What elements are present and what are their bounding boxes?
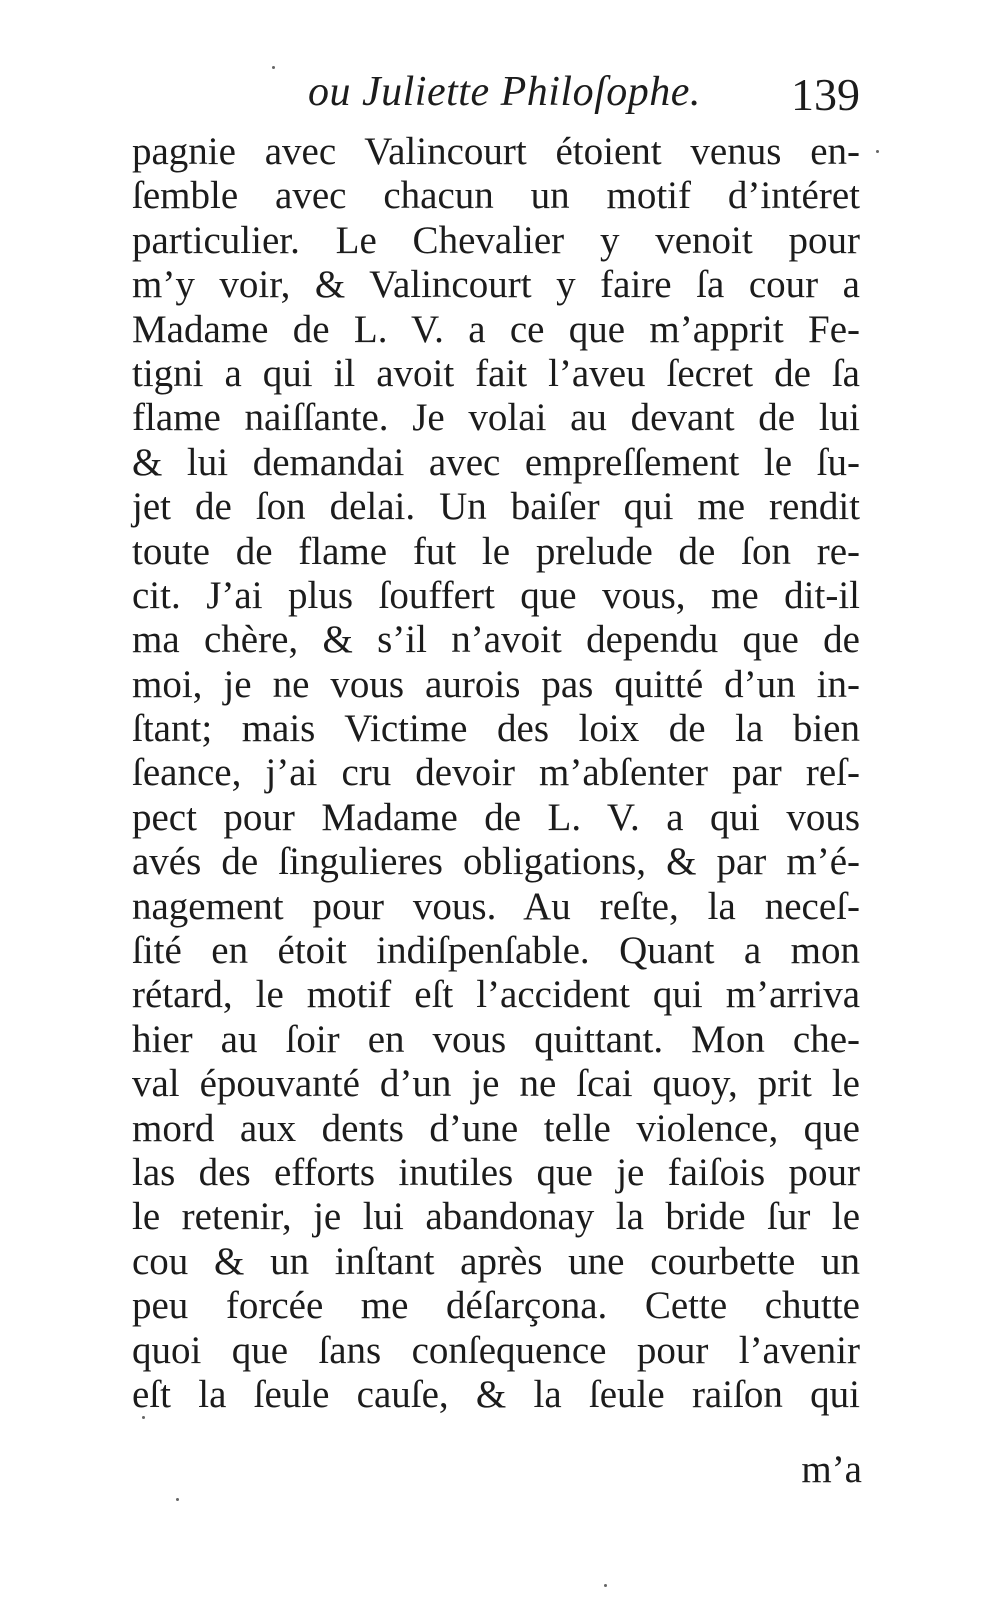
- text-line: avés de ſingulieres obligations, & par m’é-: [132, 840, 860, 884]
- page-number: 139: [791, 69, 860, 120]
- text-line: Madame de L. V. a ce que m’apprit Fe-: [132, 307, 860, 351]
- text-line: particulier. Le Chevalier y venoit pour: [132, 218, 860, 262]
- body-text: [132, 130, 860, 1417]
- text-line: peu forcée me déſarçona. Cette chutte: [132, 1284, 860, 1328]
- text-line: cou & un inſtant après une courbette un: [132, 1239, 860, 1283]
- paper-speck: [604, 1584, 607, 1587]
- paper-speck: [876, 150, 879, 153]
- text-line: ſtant; mais Victime des loix de la bien: [132, 707, 860, 751]
- paper-speck: [272, 66, 275, 69]
- paper-speck: [142, 1416, 145, 1419]
- text-line: ſemble avec chacun un motif d’intéret: [132, 174, 860, 218]
- text-line: le retenir, je lui abandonay la bride ſur le: [132, 1195, 860, 1239]
- running-head: [300, 68, 860, 128]
- text-line: ſité en étoit indiſpenſable. Quant a mon: [132, 929, 860, 973]
- text-line: nagement pour vous. Au reſte, la neceſ-: [132, 884, 860, 928]
- text-line: quoi que ſans conſequence pour l’avenir: [132, 1328, 860, 1372]
- text-line: rétard, le motif eſt l’accident qui m’arriva: [132, 973, 860, 1017]
- text-line: toute de flame fut le prelude de ſon re-: [132, 529, 860, 573]
- catchword: m’a: [801, 1448, 862, 1491]
- text-line: mord aux dents d’une telle violence, que: [132, 1106, 860, 1150]
- text-line: & lui demandai avec empreſſement le ſu-: [132, 440, 860, 484]
- text-line: ma chère, & s’il n’avoit dependu que de: [132, 618, 860, 662]
- text-line: eſt la ſeule cauſe, & la ſeule raiſon qui: [132, 1372, 860, 1416]
- text-line: flame naiſſante. Je volai au devant de lui: [132, 396, 860, 440]
- text-line: val épouvanté d’un je ne ſcai quoy, prit le: [132, 1062, 860, 1106]
- paper-speck: [176, 1498, 179, 1501]
- text-line: tigni a qui il avoit fait l’aveu ſecret de ſa: [132, 351, 860, 395]
- text-line: cit. J’ai plus ſouffert que vous, me dit-il: [132, 573, 860, 617]
- text-line: ſeance, j’ai cru devoir m’abſenter par reſ-: [132, 751, 860, 795]
- running-title: ou Juliette Philoſophe.: [308, 69, 701, 115]
- text-line: m’y voir, & Valincourt y faire ſa cour a: [132, 263, 860, 307]
- text-line: pagnie avec Valincourt étoient venus en-: [132, 130, 860, 173]
- text-line: las des efforts inutiles que je faiſois pour: [132, 1150, 860, 1194]
- text-line: moi, je ne vous aurois pas quitté d’un in-: [132, 662, 860, 706]
- text-line: jet de ſon delai. Un baiſer qui me rendit: [132, 485, 860, 529]
- text-line: hier au ſoir en vous quittant. Mon che-: [132, 1017, 860, 1061]
- text-line: pect pour Madame de L. V. a qui vous: [132, 795, 860, 839]
